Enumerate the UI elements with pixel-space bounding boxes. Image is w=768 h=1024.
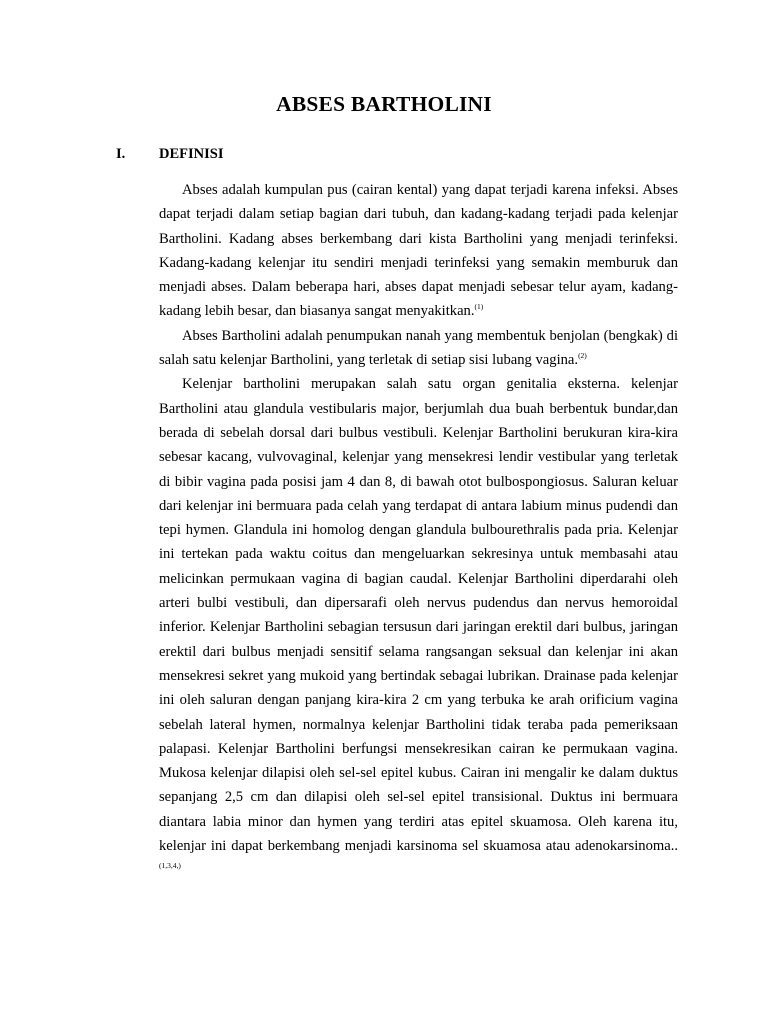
section-number: I. — [116, 146, 126, 162]
citation-marker: (2) — [578, 351, 587, 361]
paragraph-text: Abses adalah kumpulan pus (cairan kental) yang dapat terjadi karena infeksi. Abses dapat terjadi dalam setiap bagian dari tubuh, dan kadang-kadang terjadi pada kelenjar Bartholini. Kadang abses berkembang dari kista Bartholini yang menjadi terinfeksi. Kadang-kadang kelenjar itu sendiri menjadi terinfeksi yang semakin memburuk dan menjadi abses. Dalam beberapa hari, abses dapat menjadi sebesar telur ayam, kadang-kadang lebih besar, dan biasanya sangat menyakitkan. — [159, 182, 678, 320]
section-body — [159, 178, 678, 883]
citation-marker: (1,3,4,) — [159, 861, 181, 871]
section-title: DEFINISI — [159, 146, 224, 162]
page-title: ABSES BARTHOLINI — [276, 92, 492, 116]
paragraph-text: Kelenjar bartholini merupakan salah satu organ genitalia eksterna. kelenjar Bartholini atau glandula vestibularis major, berjumlah dua buah berbentuk bundar,dan berada di sebelah dorsal dari bulbus vestibuli. Kelenjar Bartholini berukuran kira-kira sebesar kacang, vulvovaginal, kelenjar yang mensekresi lendir vestibular yang terletak di bibir vagina pada posisi jam 4 dan 8, di bawah otot bulbospongiosus. Saluran keluar dari kelenjar ini bermuara pada celah yang terdapat di antara labium minus pudendi dan tepi hymen. Glandula ini homolog dengan glandula bulbourethralis pada pria. Kelenjar ini tertekan pada waktu coitus dan mengeluarkan sekresinya untuk membasahi atau melicinkan permukaan vagina di bagian caudal. Kelenjar Bartholini diperdarahi oleh arteri bulbi vestibuli, dan dipersarafi oleh nervus pudendus dan nervus hemoroidal inferior. Kelenjar Bartholini sebagian tersusun dari jaringan erektil dari bulbus, jaringan erektil dari bulbus menjadi sensitif selama rangsangan seksual dan kelenjar ini akan mensekresi sekret yang mukoid yang bertindak sebagai lubrikan. Drainase pada kelenjar ini oleh saluran dengan panjang kira-kira 2 cm yang terbuka ke arah orificium vagina sebelah lateral hymen, normalnya kelenjar Bartholini tidak teraba pada pemeriksaan palapasi. Kelenjar Bartholini berfungsi mensekresikan cairan ke permukaan vagina. Mukosa kelenjar dilapisi oleh sel-sel epitel kubus. Cairan ini mengalir ke dalam duktus sepanjang 2,5 cm dan dilapisi oleh sel-sel epitel transisional. Duktus ini bermuara diantara labia minor dan hymen yang terdiri atas epitel skuamosa. Oleh karena itu, kelenjar ini dapat berkembang menjadi karsinoma sel skuamosa atau adenokarsinoma.. — [159, 376, 678, 855]
paragraph-text: Abses Bartholini adalah penumpukan nanah yang membentuk benjolan (bengkak) di salah satu kelenjar Bartholini, yang terletak di setiap sisi lubang vagina. — [159, 327, 678, 369]
paragraph-kelenjar-bartholini — [159, 372, 678, 882]
citation-marker: (1) — [474, 302, 484, 312]
paragraph-abses-definition — [159, 178, 678, 324]
paragraph-abses-bartholini — [159, 324, 678, 373]
